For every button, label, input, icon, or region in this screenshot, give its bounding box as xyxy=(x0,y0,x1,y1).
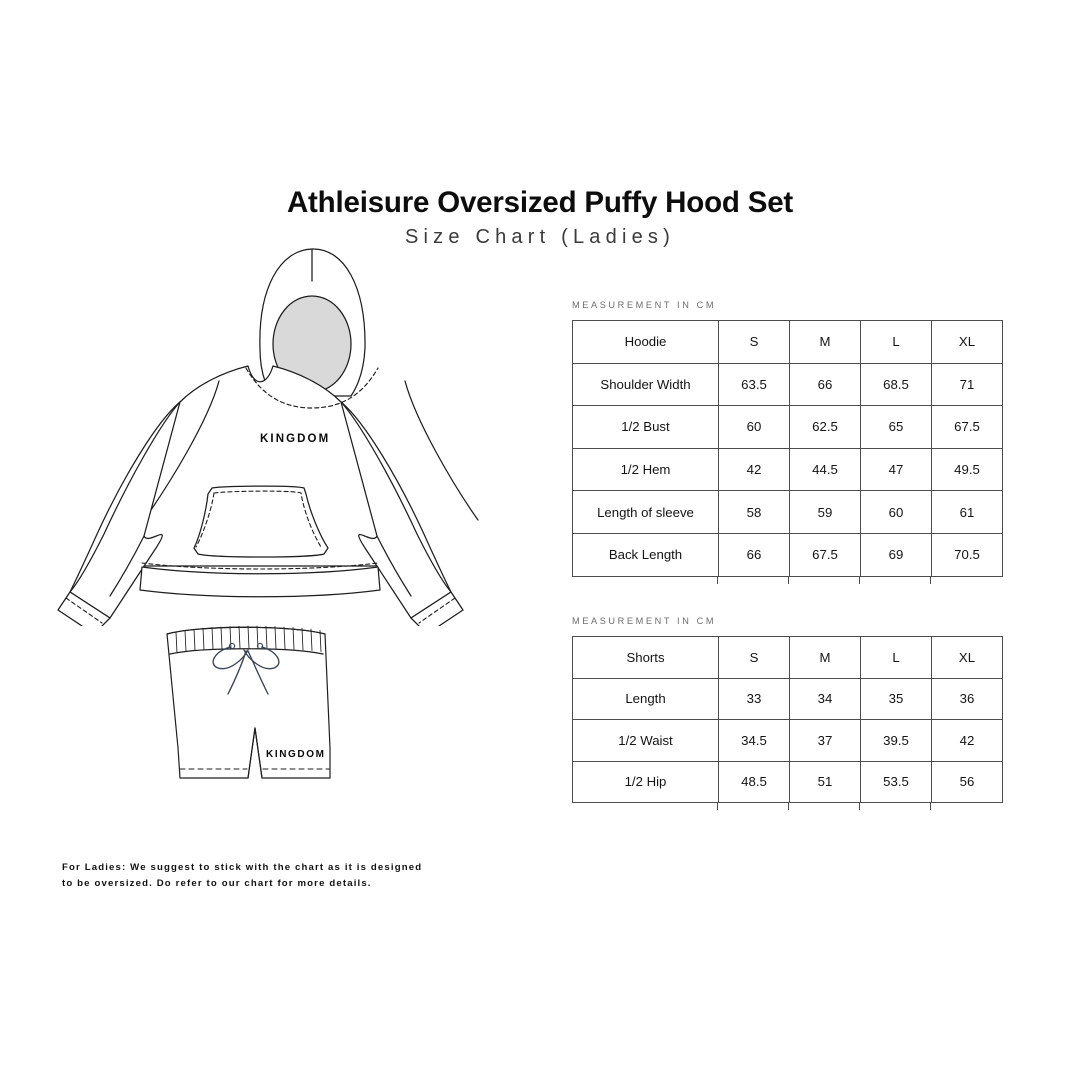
cell-value: 70.5 xyxy=(932,533,1003,576)
table-row xyxy=(573,406,1003,449)
table-row xyxy=(573,363,1003,406)
cell-value: 69 xyxy=(861,533,932,576)
cell-value: 42 xyxy=(719,448,790,491)
column-header-l: L xyxy=(861,321,932,364)
row-label: 1/2 Waist xyxy=(573,720,719,762)
cell-value: 71 xyxy=(932,363,1003,406)
hem-band xyxy=(140,567,380,597)
cell-value: 39.5 xyxy=(861,720,932,762)
column-header-xl: XL xyxy=(932,637,1003,679)
table-row xyxy=(573,448,1003,491)
cell-value: 60 xyxy=(861,491,932,534)
cell-value: 36 xyxy=(932,678,1003,720)
cell-value: 66 xyxy=(790,363,861,406)
footer-note xyxy=(62,860,532,891)
hoodie-measurement-unit-label: MEASUREMENT IN CM xyxy=(572,300,717,310)
cell-value: 42 xyxy=(932,720,1003,762)
cell-value: 35 xyxy=(861,678,932,720)
column-header-xl: XL xyxy=(932,321,1003,364)
cell-value: 33 xyxy=(719,678,790,720)
table-row xyxy=(573,720,1003,762)
cell-value: 62.5 xyxy=(790,406,861,449)
hoodie-size-section xyxy=(572,300,1001,584)
page-subtitle: Size Chart (Ladies) xyxy=(405,225,675,248)
row-label: Back Length xyxy=(573,533,719,576)
cell-value: 61 xyxy=(932,491,1003,534)
cell-value: 47 xyxy=(861,448,932,491)
column-header-m: M xyxy=(790,637,861,679)
shorts-size-table xyxy=(572,636,1003,803)
cell-value: 58 xyxy=(719,491,790,534)
table-row xyxy=(573,491,1003,534)
footer-note-line-2: to be oversized. Do refer to our chart for more details. xyxy=(62,877,372,889)
column-header-shorts: Shorts xyxy=(573,637,719,679)
hoodie-size-table xyxy=(572,320,1003,577)
cell-value: 67.5 xyxy=(790,533,861,576)
hoodie-technical-drawing xyxy=(48,236,488,626)
cell-value: 66 xyxy=(719,533,790,576)
cell-value: 68.5 xyxy=(861,363,932,406)
page-title: Athleisure Oversized Puffy Hood Set xyxy=(286,186,794,219)
cell-value: 51 xyxy=(790,761,861,803)
table-header-row xyxy=(573,637,1003,679)
cell-value: 53.5 xyxy=(861,761,932,803)
column-header-hoodie: Hoodie xyxy=(573,321,719,364)
cell-value: 44.5 xyxy=(790,448,861,491)
row-label: 1/2 Hem xyxy=(573,448,719,491)
shorts-table-overhang xyxy=(572,803,1001,810)
table-row xyxy=(573,678,1003,720)
column-header-s: S xyxy=(719,637,790,679)
column-header-m: M xyxy=(790,321,861,364)
cell-value: 34.5 xyxy=(719,720,790,762)
row-label: Shoulder Width xyxy=(573,363,719,406)
column-header-l: L xyxy=(861,637,932,679)
row-label: 1/2 Bust xyxy=(573,406,719,449)
shorts-leg-print: KINGDOM xyxy=(266,749,326,760)
row-label: Length xyxy=(573,678,719,720)
row-label: Length of sleeve xyxy=(573,491,719,534)
hoodie-chest-print: KINGDOM xyxy=(260,433,331,445)
row-label: 1/2 Hip xyxy=(573,761,719,803)
column-header-s: S xyxy=(719,321,790,364)
table-row xyxy=(573,761,1003,803)
cell-value: 49.5 xyxy=(932,448,1003,491)
cell-value: 37 xyxy=(790,720,861,762)
footer-note-line-1: For Ladies: We suggest to stick with the chart as it is designed xyxy=(62,862,423,873)
table-header-row xyxy=(573,321,1003,364)
cell-value: 67.5 xyxy=(932,406,1003,449)
table-row xyxy=(573,533,1003,576)
hoodie-table-overhang xyxy=(572,577,1001,584)
cell-value: 56 xyxy=(932,761,1003,803)
cell-value: 59 xyxy=(790,491,861,534)
shorts-measurement-unit-label: MEASUREMENT IN CM xyxy=(572,616,717,626)
cell-value: 60 xyxy=(719,406,790,449)
cell-value: 65 xyxy=(861,406,932,449)
cell-value: 48.5 xyxy=(719,761,790,803)
right-shoulder-seam xyxy=(405,381,478,520)
cell-value: 34 xyxy=(790,678,861,720)
cell-value: 63.5 xyxy=(719,363,790,406)
shorts-technical-drawing xyxy=(140,606,370,806)
shorts-size-section xyxy=(572,616,1001,810)
